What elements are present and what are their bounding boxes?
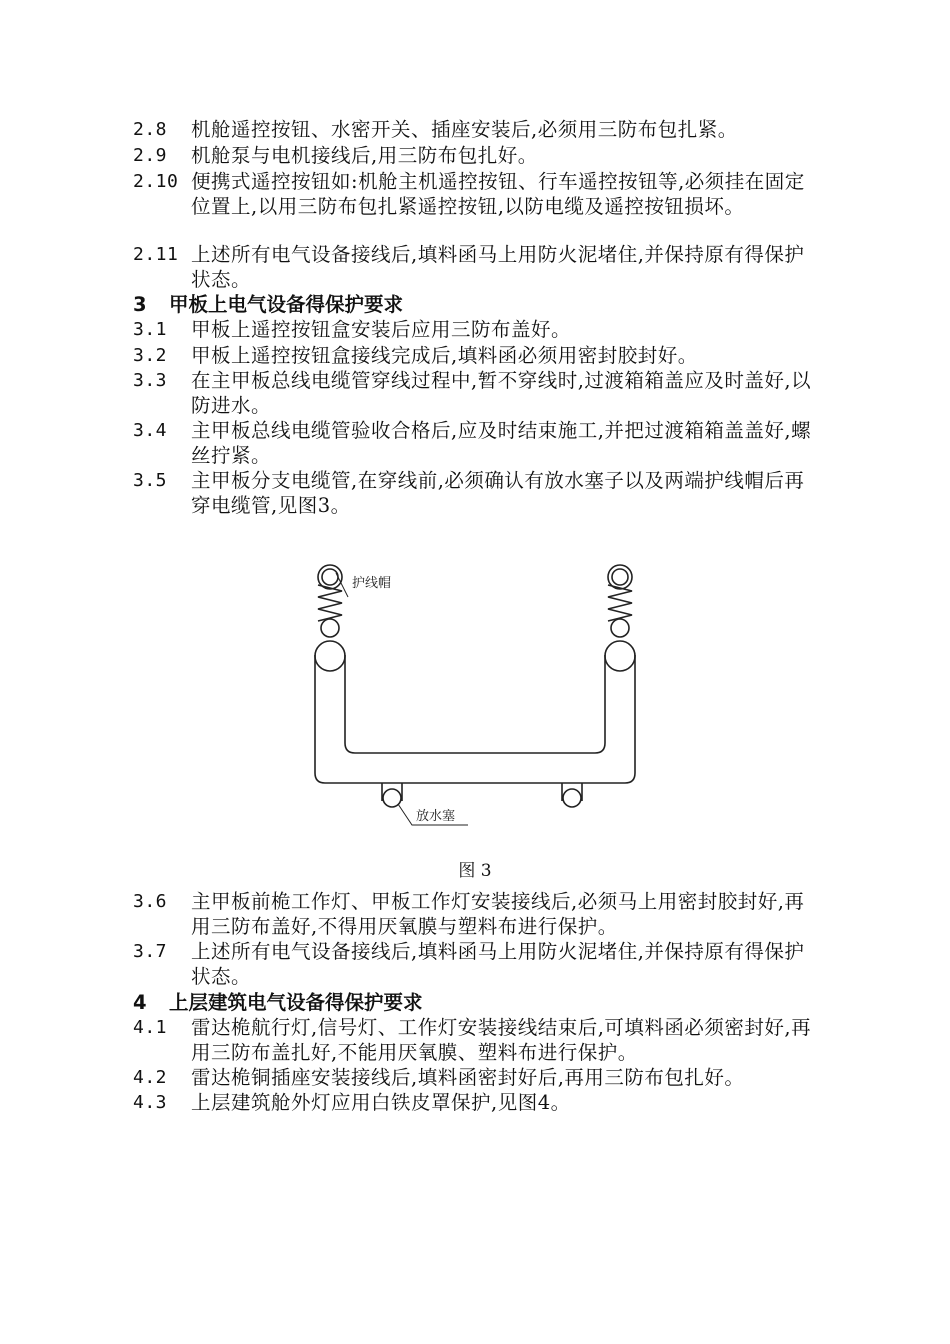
list-item-4-2 — [133, 1066, 823, 1091]
item-number: 2.10 — [133, 171, 179, 192]
item-text: 机舱泵与电机接线后,用三防布包扎好。 — [191, 144, 538, 167]
item-text: 上述所有电气设备接线后,填料函马上用防火泥堵住,并保持原有得保护状态。 — [191, 940, 805, 988]
list-item-2-8 — [133, 118, 823, 143]
pipe-inner — [345, 655, 605, 753]
heading-number: 3 — [133, 293, 147, 316]
plug-label: 放水塞 — [416, 809, 456, 824]
item-text: 主甲板总线电缆管验收合格后,应及时结束施工,并把过渡箱箱盖盖好,螺丝拧紧。 — [191, 419, 812, 467]
item-number: 3.2 — [133, 345, 168, 366]
item-text: 主甲板分支电缆管,在穿线前,必须确认有放水塞子以及两端护线帽后再穿电缆管,见图3。 — [191, 469, 805, 517]
left-collar — [315, 641, 345, 671]
list-item-3-5 — [133, 469, 823, 518]
heading-text: 甲板上电气设备得保护要求 — [169, 293, 404, 316]
right-spring — [608, 585, 632, 621]
list-item-2-9 — [133, 144, 823, 169]
pipe-outer — [315, 655, 635, 783]
right-collar — [605, 641, 635, 671]
cap-label: 护线帽 — [352, 576, 392, 591]
list-item-4-1 — [133, 1016, 823, 1065]
list-item-3-3 — [133, 369, 823, 418]
heading-text: 上层建筑电气设备得保护要求 — [169, 991, 423, 1014]
list-item-4-3 — [133, 1091, 823, 1116]
item-number: 3.1 — [133, 319, 168, 340]
left-spring — [318, 585, 342, 621]
right-drain-plug — [563, 789, 581, 807]
right-cap-inner — [612, 569, 628, 585]
item-text: 甲板上遥控按钮盒接线完成后,填料函必须用密封胶封好。 — [191, 344, 698, 367]
list-item-2-10 — [133, 170, 823, 219]
list-item-3-1 — [133, 318, 823, 343]
item-text: 主甲板前桅工作灯、甲板工作灯安装接线后,必须马上用密封胶封好,再用三防布盖好,不得用厌氧膜与塑料布进行保护。 — [191, 890, 805, 938]
item-text: 甲板上遥控按钮盒安装后应用三防布盖好。 — [191, 318, 572, 341]
item-number: 2.8 — [133, 119, 168, 140]
item-number: 3.4 — [133, 420, 168, 441]
item-text: 上层建筑舱外灯应用白铁皮罩保护,见图4。 — [191, 1091, 571, 1114]
item-number: 3.7 — [133, 941, 168, 962]
item-text: 雷达桅航行灯,信号灯、工作灯安装接线结束后,可填料函必须密封好,再用三防布盖扎好,不能用厌氧膜、塑料布进行保护。 — [191, 1016, 812, 1064]
item-text: 上述所有电气设备接线后,填料函马上用防火泥堵住,并保持原有得保护状态。 — [191, 243, 805, 291]
item-number: 4.3 — [133, 1092, 168, 1113]
list-item-2-11 — [133, 243, 823, 292]
section-heading-3 — [133, 293, 823, 318]
item-number: 4.2 — [133, 1067, 168, 1088]
figure-caption: 图 3 — [458, 861, 492, 881]
item-number: 3.3 — [133, 370, 168, 391]
item-text: 雷达桅铜插座安装接线后,填料函密封好后,再用三防布包扎好。 — [191, 1066, 745, 1089]
item-number: 2.11 — [133, 244, 179, 265]
item-number: 3.5 — [133, 470, 168, 491]
list-item-3-4 — [133, 419, 823, 468]
section-heading-4 — [133, 991, 823, 1016]
left-cap-inner — [322, 569, 338, 585]
item-number: 3.6 — [133, 891, 168, 912]
left-ring — [321, 619, 339, 637]
list-item-3-6 — [133, 890, 823, 939]
item-text: 机舱遥控按钮、水密开关、插座安装后,必须用三防布包扎紧。 — [191, 118, 738, 141]
list-item-3-2 — [133, 344, 823, 369]
item-text: 便携式遥控按钮如:机舱主机遥控按钮、行车遥控按钮等,必须挂在固定位置上,以用三防布包扎紧遥控按钮,以防电缆及遥控按钮损坏。 — [191, 170, 805, 218]
cable-pipe-diagram — [300, 555, 660, 845]
right-ring — [611, 619, 629, 637]
item-number: 4.1 — [133, 1017, 168, 1038]
item-text: 在主甲板总线电缆管穿线过程中,暂不穿线时,过渡箱箱盖应及时盖好,以防进水。 — [191, 369, 812, 417]
item-number: 2.9 — [133, 145, 168, 166]
list-item-3-7 — [133, 940, 823, 989]
heading-number: 4 — [133, 991, 147, 1014]
